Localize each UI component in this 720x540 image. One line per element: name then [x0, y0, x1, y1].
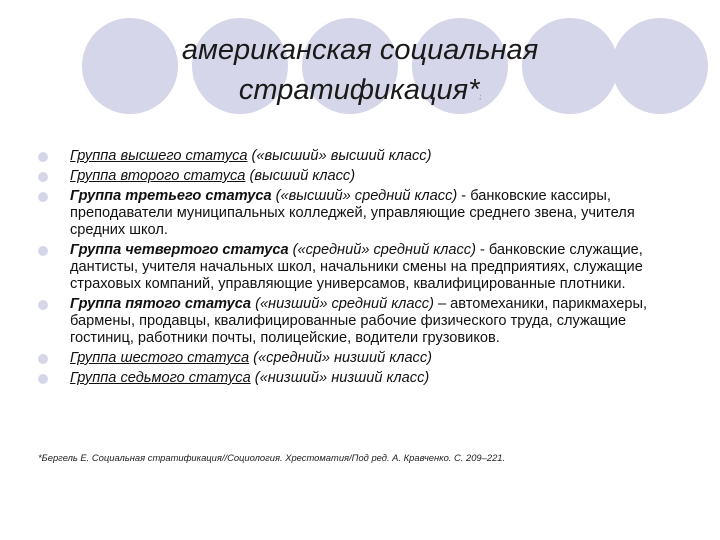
- title-star-note: ;: [479, 95, 482, 101]
- item-paren: («высший» высший класс): [247, 148, 432, 164]
- decor-circle: [612, 18, 708, 114]
- list-item: [38, 350, 688, 367]
- title-line-2: [110, 70, 610, 118]
- item-paren: (высший класс): [245, 168, 356, 184]
- list-item: [38, 370, 688, 387]
- bullet-icon: [38, 152, 48, 162]
- bullet-icon: [38, 172, 48, 182]
- list-item: [38, 242, 688, 293]
- item-paren: («средний» средний класс): [288, 242, 476, 258]
- list-item: [38, 148, 688, 165]
- title-line-2-text: стратификация*: [238, 74, 480, 106]
- slide-title: [110, 30, 610, 118]
- item-lead: Группа второго статуса: [70, 168, 246, 184]
- item-paren: («средний» низший класс): [249, 350, 433, 366]
- bullet-icon: [38, 354, 48, 364]
- item-lead: Группа седьмого статуса: [70, 370, 251, 386]
- bullet-icon: [38, 192, 48, 202]
- item-paren: («низший» средний класс): [251, 296, 434, 312]
- item-rest: - банковские кассиры, преподаватели муниципальных колледжей, управляющие среднего звена, учителя средних школ.: [70, 188, 635, 238]
- list-item: [38, 168, 688, 185]
- title-line-1: американская социальная: [181, 34, 539, 66]
- item-paren: («высший» средний класс): [271, 188, 458, 204]
- bullet-icon: [38, 374, 48, 384]
- status-group-list: [38, 148, 688, 390]
- item-lead: Группа шестого статуса: [70, 350, 250, 366]
- item-lead: Группа третьего статуса: [70, 188, 272, 204]
- list-item: [38, 188, 688, 239]
- item-rest: - банковские служащие, дантисты, учителя начальных школ, начальники смены на предприятиях, служащие страховых компаний, управляющие универсамов, квалифицированные плотники.: [70, 242, 643, 292]
- item-rest: – автомеханики, парикмахеры, бармены, продавцы, квалифицированные рабочие физического труда, служащие гостиниц, работники почты, полицейские, водители грузовиков.: [70, 296, 648, 346]
- item-paren: («низший» низший класс): [250, 370, 430, 386]
- bullet-icon: [38, 246, 48, 256]
- item-lead: Группа пятого статуса: [70, 296, 252, 312]
- item-lead: Группа четвертого статуса: [70, 242, 289, 258]
- list-item: [38, 296, 688, 347]
- item-lead: Группа высшего статуса: [70, 148, 248, 164]
- bullet-icon: [38, 300, 48, 310]
- footnote: *Бергель Е. Социальная стратификация//Социология. Хрестоматия/Под ред. А. Кравченко. С. 209–221.: [38, 452, 506, 463]
